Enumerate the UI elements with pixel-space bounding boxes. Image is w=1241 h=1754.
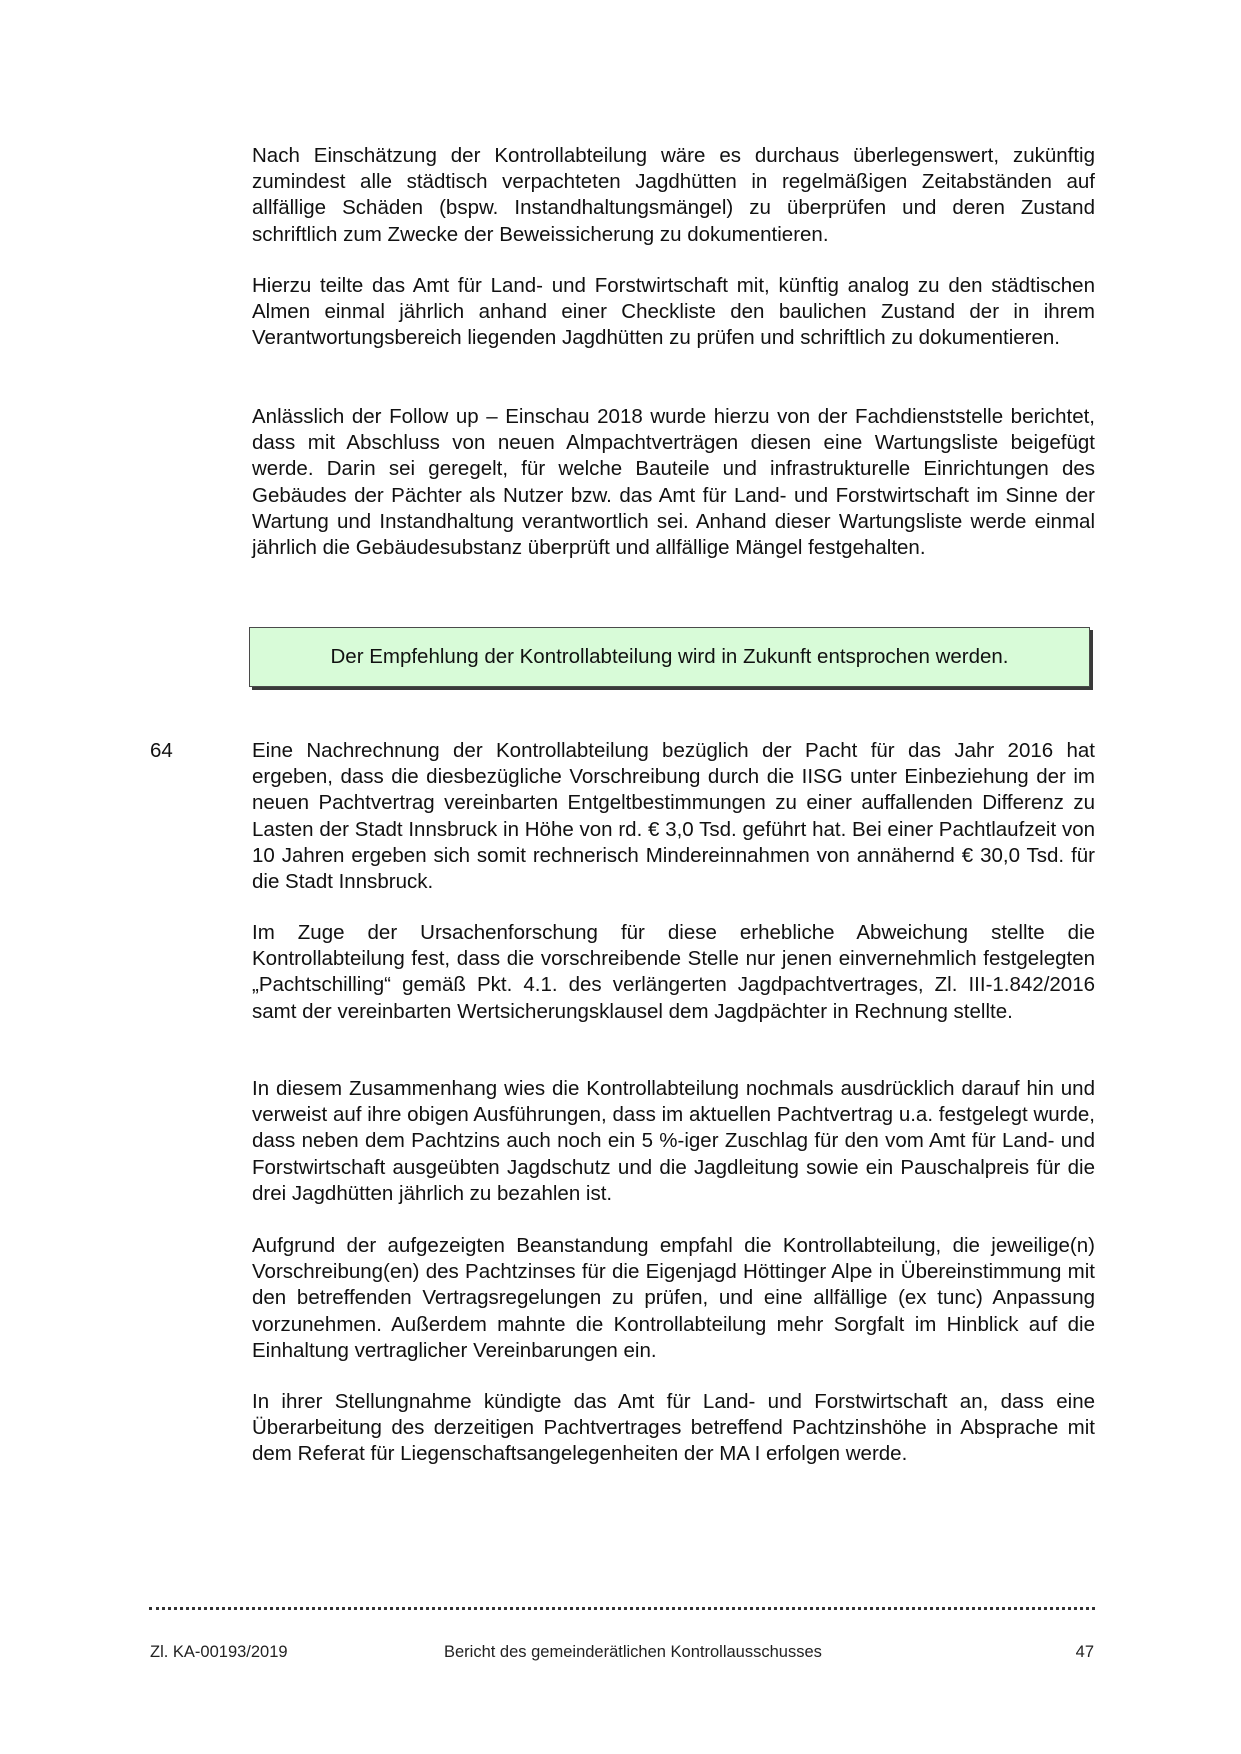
section-paragraph-4: Aufgrund der aufgezeigten Beanstandung empfahl die Kontrollabteilung, die jeweilige(n) Vorschreibung(en) des Pachtzinses für die Eigenjagd Höttinger Alpe in Übereinstimmung mit den betreffenden Vertragsregelungen zu prüfen, und eine allfällige (ex tunc) Anpassung vorzunehmen. Außerdem mahnte die Kontrollabteilung mehr Sorgfalt im Hinblick auf die Einhaltung vertraglicher Vereinbarungen ein. <box>252 1234 1095 1362</box>
paragraph-intro-3: Anlässlich der Follow up – Einschau 2018 wurde hierzu von der Fachdienststelle berichtet, dass mit Abschluss von neuen Almpachtverträgen diesen eine Wartungsliste beigefügt werde. Darin sei geregelt, für welche Bauteile und infrastrukturelle Einrichtungen des Gebäudes der Pächter als Nutzer bzw. das Amt für Land- und Forstwirtschaft im Sinne der Wartung und Instandhaltung verantwortlich sei. Anhand dieser Wartungsliste werde einmal jährlich die Gebäudesubstanz überprüft und allfällige Mängel festgehalten. <box>252 405 1095 560</box>
paragraph-intro-1: Nach Einschätzung der Kontrollabteilung wäre es durchaus überlegenswert, zukünftig zumindest alle städtisch verpachteten Jagdhütten in regelmäßigen Zeitabständen auf allfällige Schäden (bspw. Instandhaltungsmängel) zu überprüfen und deren Zustand schriftlich zum Zwecke der Beweissicherung zu dokumentieren. <box>252 144 1095 246</box>
section-paragraph-1: Eine Nachrechnung der Kontrollabteilung bezüglich der Pacht für das Jahr 2016 hat ergeben, dass die diesbezügliche Vorschreibung durch die IISG unter Einbeziehung der im neuen Pachtvertrag vereinbarten Entgeltbestimmungen zu einer auffallenden Differenz zu Lasten der Stadt Innsbruck in Höhe von rd. € 3,0 Tsd. geführt hat. Bei einer Pachtlaufzeit von 10 Jahren ergeben sich somit rechnerisch Mindereinnahmen von annähernd € 30,0 Tsd. für die Stadt Innsbruck. <box>252 739 1095 894</box>
recommendation-box <box>249 627 1090 687</box>
paragraph-intro-2: Hierzu teilte das Amt für Land- und Forstwirtschaft mit, künftig analog zu den städtischen Almen einmal jährlich anhand einer Checkliste den baulichen Zustand der in ihrem Verantwortungsbereich liegenden Jagdhütten zu prüfen und schriftlich zu dokumentieren. <box>252 274 1095 350</box>
section-paragraph-3: In diesem Zusammenhang wies die Kontrollabteilung nochmals ausdrücklich darauf hin und verweist auf ihre obigen Ausführungen, dass im aktuellen Pachtvertrag u.a. festgelegt wurde, dass neben dem Pachtzins auch noch ein 5 %-iger Zuschlag für den vom Amt für Land- und Forstwirtschaft ausgeübten Jagdschutz und die Jagdleitung sowie ein Pauschalpreis für die drei Jagdhütten jährlich zu bezahlen ist. <box>252 1077 1095 1205</box>
section-paragraph-5: In ihrer Stellungnahme kündigte das Amt für Land- und Forstwirtschaft an, dass eine Überarbeitung des derzeitigen Pachtvertrages betreffend Pachtzinshöhe in Absprache mit dem Referat für Liegenschaftsangelegenheiten der MA I erfolgen werde. <box>252 1390 1095 1466</box>
section-number: 64 <box>150 739 173 762</box>
footer-title: Bericht des gemeinderätlichen Kontrollausschusses <box>444 1643 822 1661</box>
footer-reference: Zl. KA-00193/2019 <box>150 1643 288 1661</box>
section-paragraph-2: Im Zuge der Ursachenforschung für diese erhebliche Abweichung stellte die Kontrollabteilung fest, dass die vorschreibende Stelle nur jenen einvernehmlich festgelegten „Pachtschilling“ gemäß Pkt. 4.1. des verlängerten Jagdpachtvertrages, Zl. III-1.842/2016 samt der vereinbarten Wertsicherungsklausel dem Jagdpächter in Rechnung stellte. <box>252 921 1095 1023</box>
footer-page-number: 47 <box>1075 1643 1094 1661</box>
footer-dotted-rule <box>149 1607 1095 1610</box>
recommendation-text: Der Empfehlung der Kontrollabteilung wird in Zukunft entsprochen werden. <box>330 645 1009 668</box>
